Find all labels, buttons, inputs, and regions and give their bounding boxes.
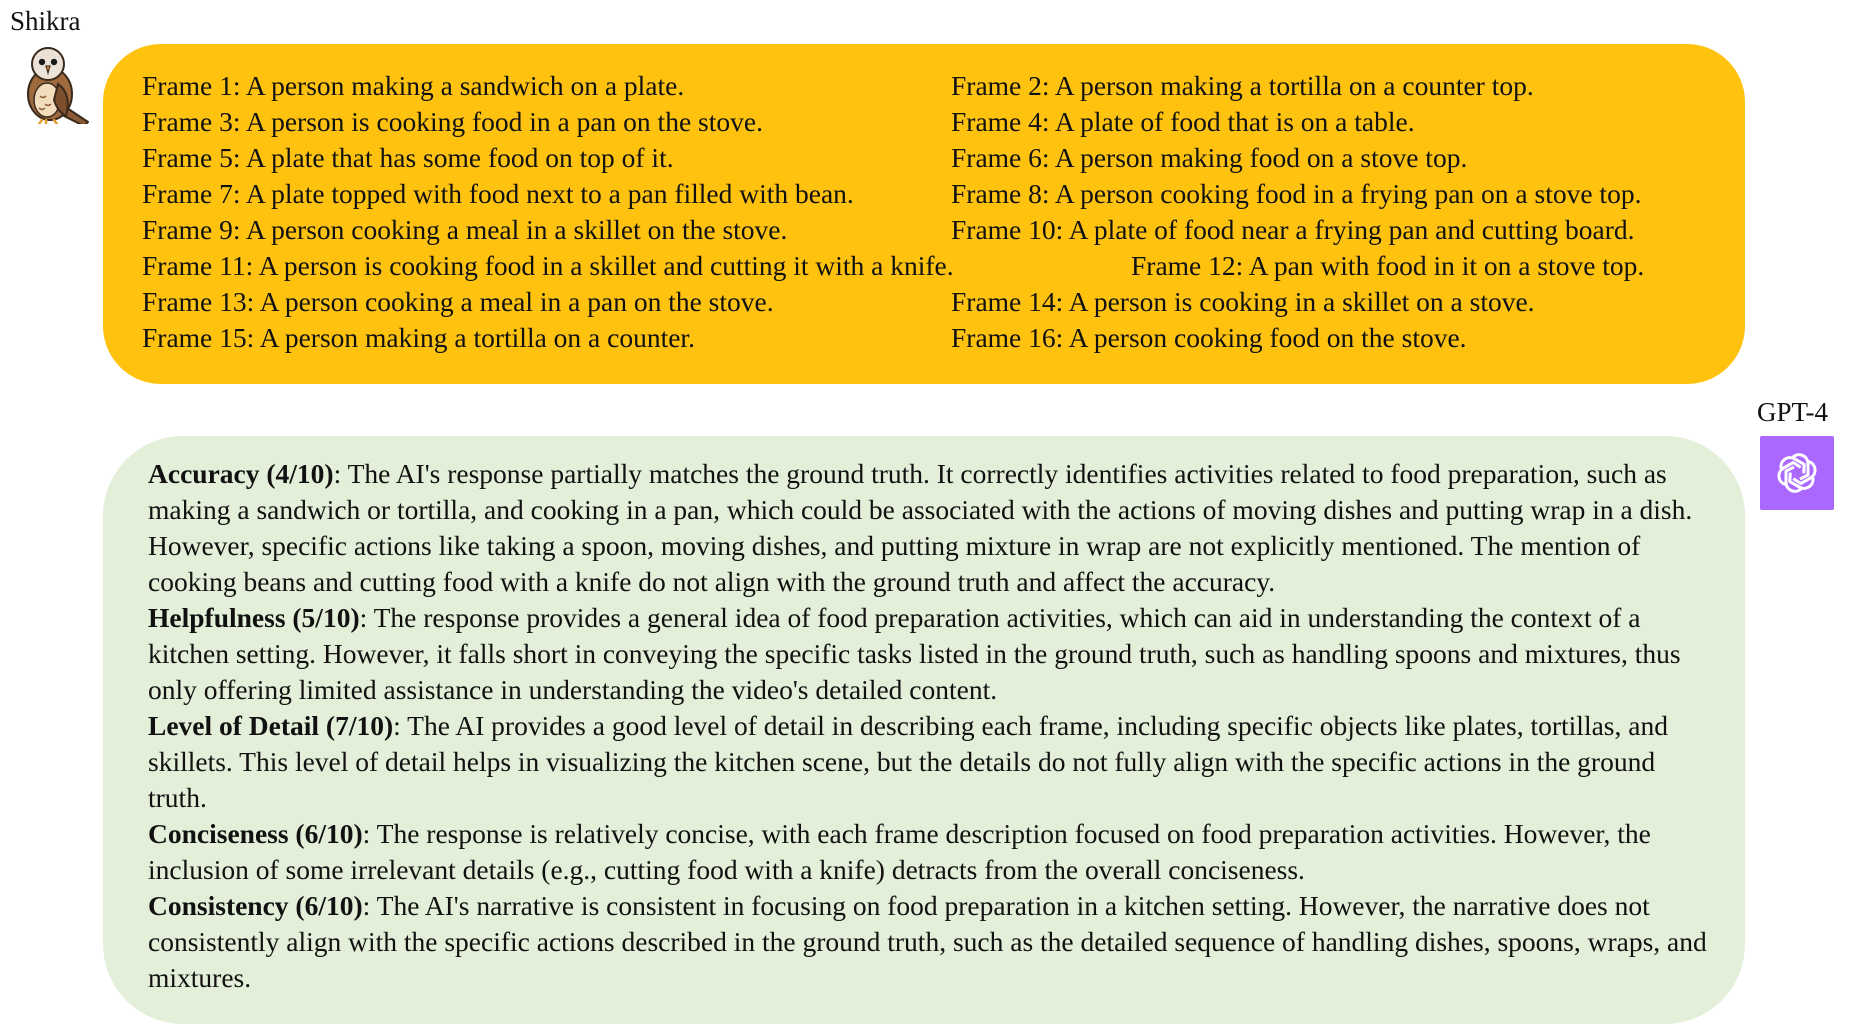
frame-caption: Frame 5: A plate that has some food on top of it. xyxy=(142,142,674,173)
criterion-title: Conciseness (6/10) xyxy=(148,818,363,849)
frame-caption: Frame 8: A person cooking food in a frying pan on a stove top. xyxy=(951,178,1642,209)
frame-caption: Frame 3: A person is cooking food in a pan on the stove. xyxy=(142,106,763,137)
frame-caption: Frame 13: A person cooking a meal in a pan on the stove. xyxy=(142,286,774,317)
frame-caption: Frame 2: A person making a tortilla on a counter top. xyxy=(951,70,1534,101)
frame-caption: Frame 14: A person is cooking in a skillet on a stove. xyxy=(951,286,1535,317)
criterion-title: Consistency (6/10) xyxy=(148,890,363,921)
frame-caption: Frame 6: A person making food on a stove top. xyxy=(951,142,1468,173)
criterion-helpfulness xyxy=(148,600,1715,708)
criterion-conciseness xyxy=(148,816,1715,888)
criterion-title: Accuracy (4/10) xyxy=(148,458,334,489)
criterion-text: : The AI provides a good level of detail in describing each frame, including specific objects like plates, tortillas, and skillets. This level of detail helps in visualizing the kitchen scene, but the details do not fully align with the specific actions in the ground truth. xyxy=(148,710,1668,813)
frame-caption: Frame 10: A plate of food near a frying pan and cutting board. xyxy=(951,214,1635,245)
frame-caption: Frame 1: A person making a sandwich on a plate. xyxy=(142,70,685,101)
criterion-text: : The response is relatively concise, with each frame description focused on food preparation activities. However, the inclusion of some irrelevant details (e.g., cutting food with a knife) detracts from the overall conciseness. xyxy=(148,818,1651,885)
shikra-response-bubble xyxy=(103,44,1745,384)
frame-caption: Frame 11: A person is cooking food in a skillet and cutting it with a knife. xyxy=(142,250,954,281)
criterion-title: Level of Detail (7/10) xyxy=(148,710,394,741)
criterion-text: : The response provides a general idea of food preparation activities, which can aid in understanding the context of a kitchen setting. However, it falls short in conveying the specific tasks listed in the ground truth, such as handling spoons and mixtures, thus only offering limited assistance in understanding the video's detailed content. xyxy=(148,602,1681,705)
frame-caption: Frame 7: A plate topped with food next to a pan filled with bean. xyxy=(142,178,854,209)
frame-caption: Frame 9: A person cooking a meal in a skillet on the stove. xyxy=(142,214,788,245)
gpt-evaluation-bubble xyxy=(103,436,1745,1024)
frame-caption: Frame 4: A plate of food that is on a table. xyxy=(951,106,1415,137)
criterion-level-of-detail xyxy=(148,708,1715,816)
frame-caption: Frame 16: A person cooking food on the stove. xyxy=(951,322,1467,353)
criterion-accuracy xyxy=(148,456,1715,600)
frame-caption: Frame 15: A person making a tortilla on a counter. xyxy=(142,322,695,353)
criterion-text: : The AI's narrative is consistent in focusing on food preparation in a kitchen setting. However, the narrative does not consistently align with the specific actions described in the ground truth, such as the detailed sequence of handling dishes, spoons, wraps, and mixtures. xyxy=(148,890,1707,993)
criterion-title: Helpfulness (5/10) xyxy=(148,602,360,633)
frame-caption: Frame 12: A pan with food in it on a stove top. xyxy=(1131,250,1645,281)
gpt-speaker-label: GPT-4 xyxy=(1757,397,1829,427)
criterion-text: : The AI's response partially matches the ground truth. It correctly identifies activities related to food preparation, such as making a sandwich or tortilla, and cooking in a pan, which could be associated with the actions of moving dishes and putting wrap in a dish. However, specific actions like taking a spoon, moving dishes, and putting mixture in wrap are not explicitly mentioned. The mention of cooking beans and cutting food with a knife do not align with the ground truth and affect the accuracy. xyxy=(148,458,1693,597)
owl-icon xyxy=(14,44,90,124)
shikra-speaker-label: Shikra xyxy=(10,6,81,36)
criterion-consistency xyxy=(148,888,1715,996)
openai-logo-icon xyxy=(1760,436,1834,510)
